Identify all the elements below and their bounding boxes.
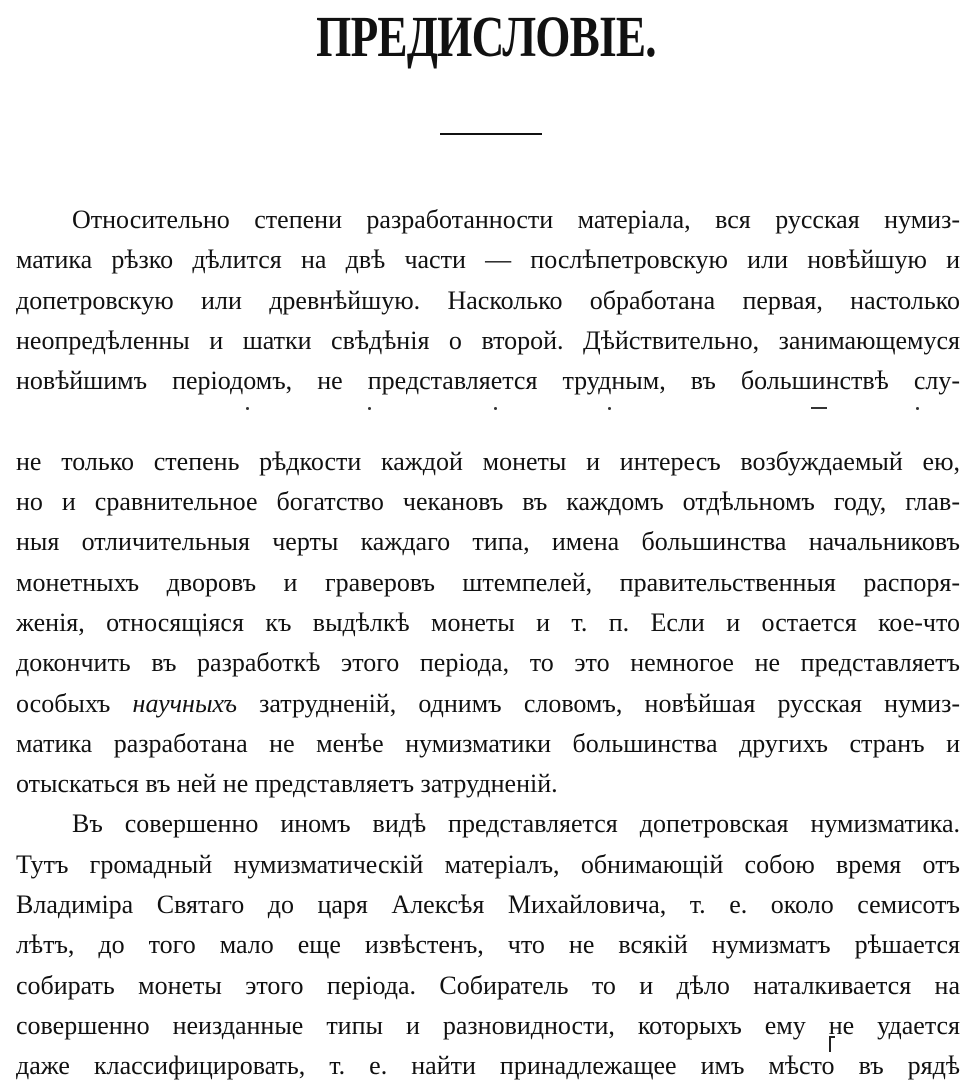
text-line: допетровскую или древнѣйшую. Насколько обработана первая, настолько <box>16 285 960 315</box>
page-title: ПРЕДИСЛОВІЕ. <box>316 4 656 69</box>
text-line: Владиміра Святаго до царя Алексѣя Михайловича, т. е. около семисотъ <box>16 890 960 920</box>
text-line: отыскаться въ ней не представляетъ затрудненій. <box>16 769 558 799</box>
text-line: женія, относящіяся къ выдѣлкѣ монеты и т. п. Если и остается кое-что <box>16 607 960 637</box>
text-line: Тутъ громадный нумизматическій матеріалъ, обнимающій собою время отъ <box>16 849 960 879</box>
text-line: лѣтъ, до того мало еще извѣстенъ, что не всякій нумизматъ рѣшается <box>16 930 960 960</box>
text-line: Въ совершенно иномъ видѣ представляется допетровская нумизматика. <box>72 809 960 839</box>
text-line: неопредѣленны и шатки свѣдѣнія о второй. Дѣйствительно, занимающемуся <box>16 325 960 355</box>
text-line: Относительно степени разработанности матеріала, вся русская нумиз- <box>72 205 960 234</box>
text-line: совершенно неизданные типы и разновидности, которыхъ ему не удается <box>16 1010 960 1040</box>
italic-word: научныхъ <box>132 688 237 718</box>
text-line: собирать монеты этого періода. Собиратель то и дѣло наталкивается на <box>16 970 960 1000</box>
text-fragment: затрудненій, однимъ словомъ, новѣйшая русская нумиз- <box>236 688 960 718</box>
text-line: докончить въ разработкѣ этого періода, то это немногое не представляетъ <box>16 648 960 678</box>
page-corner-mark <box>829 1036 835 1052</box>
text-fragment: особыхъ <box>16 688 133 718</box>
text-line: матика разработана не менѣе нумизматики большинства другихъ странъ и <box>16 728 960 758</box>
text-line: новѣйшимъ періодомъ, не представляется трудным, въ большинствѣ слу- <box>16 366 960 396</box>
text-line: матика рѣзко дѣлится на двѣ части — послѣпетровскую или новѣйшую и <box>16 245 960 275</box>
torn-line-gap <box>16 401 960 441</box>
body-text <box>16 200 960 1087</box>
text-line-italic <box>16 684 960 724</box>
text-line: монетныхъ дворовъ и граверовъ штемпелей, правительственныя распоря- <box>16 567 960 597</box>
text-line: но и сравнительное богатство чекановъ въ каждомъ отдѣльномъ году, глав- <box>16 487 960 517</box>
text-line: ныя отличительныя черты каждаго типа, имена большинства начальниковъ <box>16 527 960 557</box>
text-line: даже классифицировать, т. е. найти принадлежащее имъ мѣсто въ рядѣ <box>16 1051 960 1081</box>
title-divider <box>440 133 542 135</box>
text-line: не только степень рѣдкости каждой монеты и интересъ возбуждаемый ею, <box>16 446 960 476</box>
